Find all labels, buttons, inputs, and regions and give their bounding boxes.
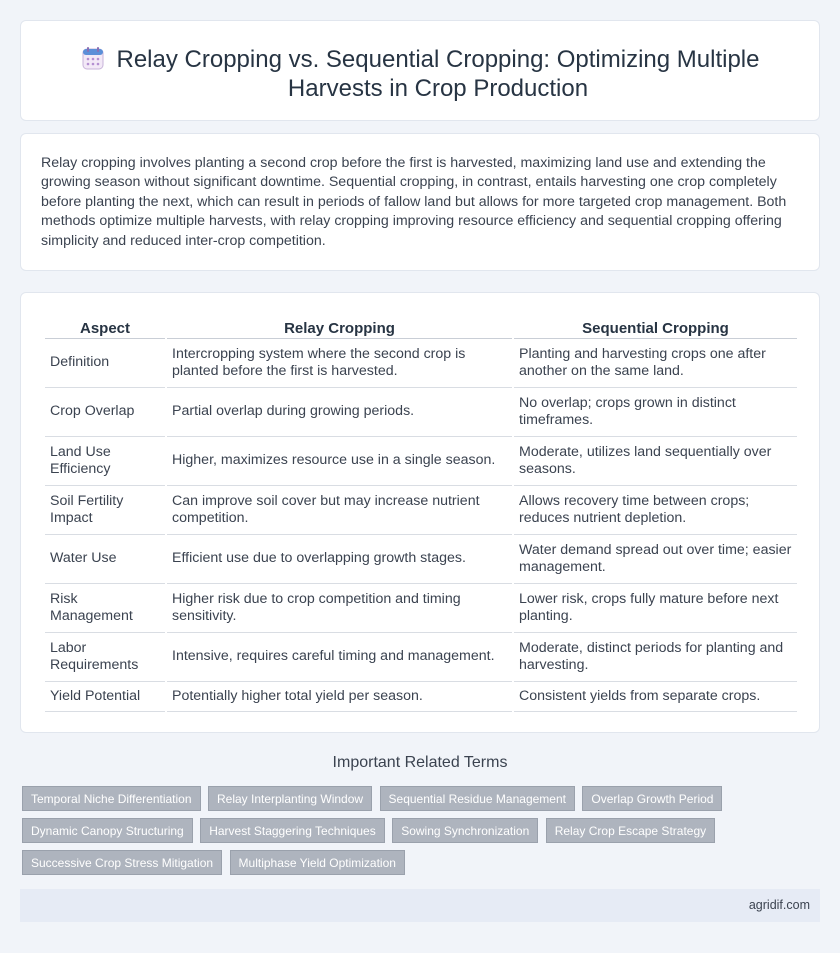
sequential-cell: Lower risk, crops fully mature before next planting. [514, 584, 797, 633]
related-term-tag[interactable]: Successive Crop Stress Mitigation [22, 850, 222, 875]
related-term-tag[interactable]: Temporal Niche Differentiation [22, 786, 201, 811]
related-term-tag[interactable]: Multiphase Yield Optimization [230, 850, 405, 875]
sequential-cell: Water demand spread out over time; easier management. [514, 535, 797, 584]
aspect-cell: Water Use [45, 535, 165, 584]
relay-cell: Higher risk due to crop competition and timing sensitivity. [167, 584, 512, 633]
aspect-cell: Crop Overlap [45, 388, 165, 437]
table-row [45, 339, 797, 388]
aspect-cell: Labor Requirements [45, 633, 165, 682]
intro-card [20, 133, 820, 271]
related-terms-heading: Important Related Terms [332, 754, 508, 771]
table-header-row [45, 317, 797, 339]
aspect-cell: Soil Fertility Impact [45, 486, 165, 535]
table-row [45, 633, 797, 682]
footer [20, 889, 820, 922]
related-term-tag[interactable]: Relay Interplanting Window [208, 786, 372, 811]
table-row [45, 437, 797, 486]
comparison-table [43, 317, 799, 712]
related-term-tag[interactable]: Overlap Growth Period [582, 786, 722, 811]
relay-cell: Potentially higher total yield per season. [167, 682, 512, 712]
table-row [45, 584, 797, 633]
sequential-cell: Moderate, utilizes land sequentially over seasons. [514, 437, 797, 486]
related-term-tag[interactable]: Dynamic Canopy Structuring [22, 818, 193, 843]
aspect-cell: Definition [45, 339, 165, 388]
table-row [45, 682, 797, 712]
relay-cell: Partial overlap during growing periods. [167, 388, 512, 437]
comparison-card [20, 292, 820, 733]
aspect-cell: Land Use Efficiency [45, 437, 165, 486]
header-aspect: Aspect [45, 317, 165, 339]
intro-paragraph: Relay cropping involves planting a second crop before the first is harvested, maximizing land use and extending the growing season without significant downtime. Sequential cropping, in contrast, entails harvesting one crop completely before planting the next, which can result in periods of fallow land but allows for more targeted crop management. Both methods optimize multiple harvests, with relay cropping improving resource efficiency and sequential cropping offering simplicity and reduced inter-crop competition. [41, 155, 787, 249]
page-title: Relay Cropping vs. Sequential Cropping: Optimizing Multiple Harvests in Crop Production [116, 46, 760, 102]
relay-cell: Intensive, requires careful timing and management. [167, 633, 512, 682]
header-relay-cropping: Relay Cropping [167, 317, 512, 339]
aspect-cell: Yield Potential [45, 682, 165, 712]
footer-site-link[interactable]: agridif.com [748, 898, 810, 912]
aspect-cell: Risk Management [45, 584, 165, 633]
related-term-tag[interactable]: Relay Crop Escape Strategy [546, 818, 715, 843]
sequential-cell: Consistent yields from separate crops. [514, 682, 797, 712]
relay-cell: Intercropping system where the second crop is planted before the first is harvested. [167, 339, 512, 388]
table-row [45, 388, 797, 437]
table-row [45, 486, 797, 535]
relay-cell: Efficient use due to overlapping growth stages. [167, 535, 512, 584]
header-sequential-cropping: Sequential Cropping [514, 317, 797, 339]
related-term-tag[interactable]: Sowing Synchronization [392, 818, 538, 843]
related-terms-list [22, 786, 812, 882]
header-card [20, 20, 820, 121]
relay-cell: Higher, maximizes resource use in a single season. [167, 437, 512, 486]
table-row [45, 535, 797, 584]
related-term-tag[interactable]: Sequential Residue Management [380, 786, 575, 811]
sequential-cell: Planting and harvesting crops one after another on the same land. [514, 339, 797, 388]
sequential-cell: No overlap; crops grown in distinct timeframes. [514, 388, 797, 437]
sequential-cell: Moderate, distinct periods for planting and harvesting. [514, 633, 797, 682]
relay-cell: Can improve soil cover but may increase nutrient competition. [167, 486, 512, 535]
sequential-cell: Allows recovery time between crops; reduces nutrient depletion. [514, 486, 797, 535]
related-term-tag[interactable]: Harvest Staggering Techniques [200, 818, 385, 843]
